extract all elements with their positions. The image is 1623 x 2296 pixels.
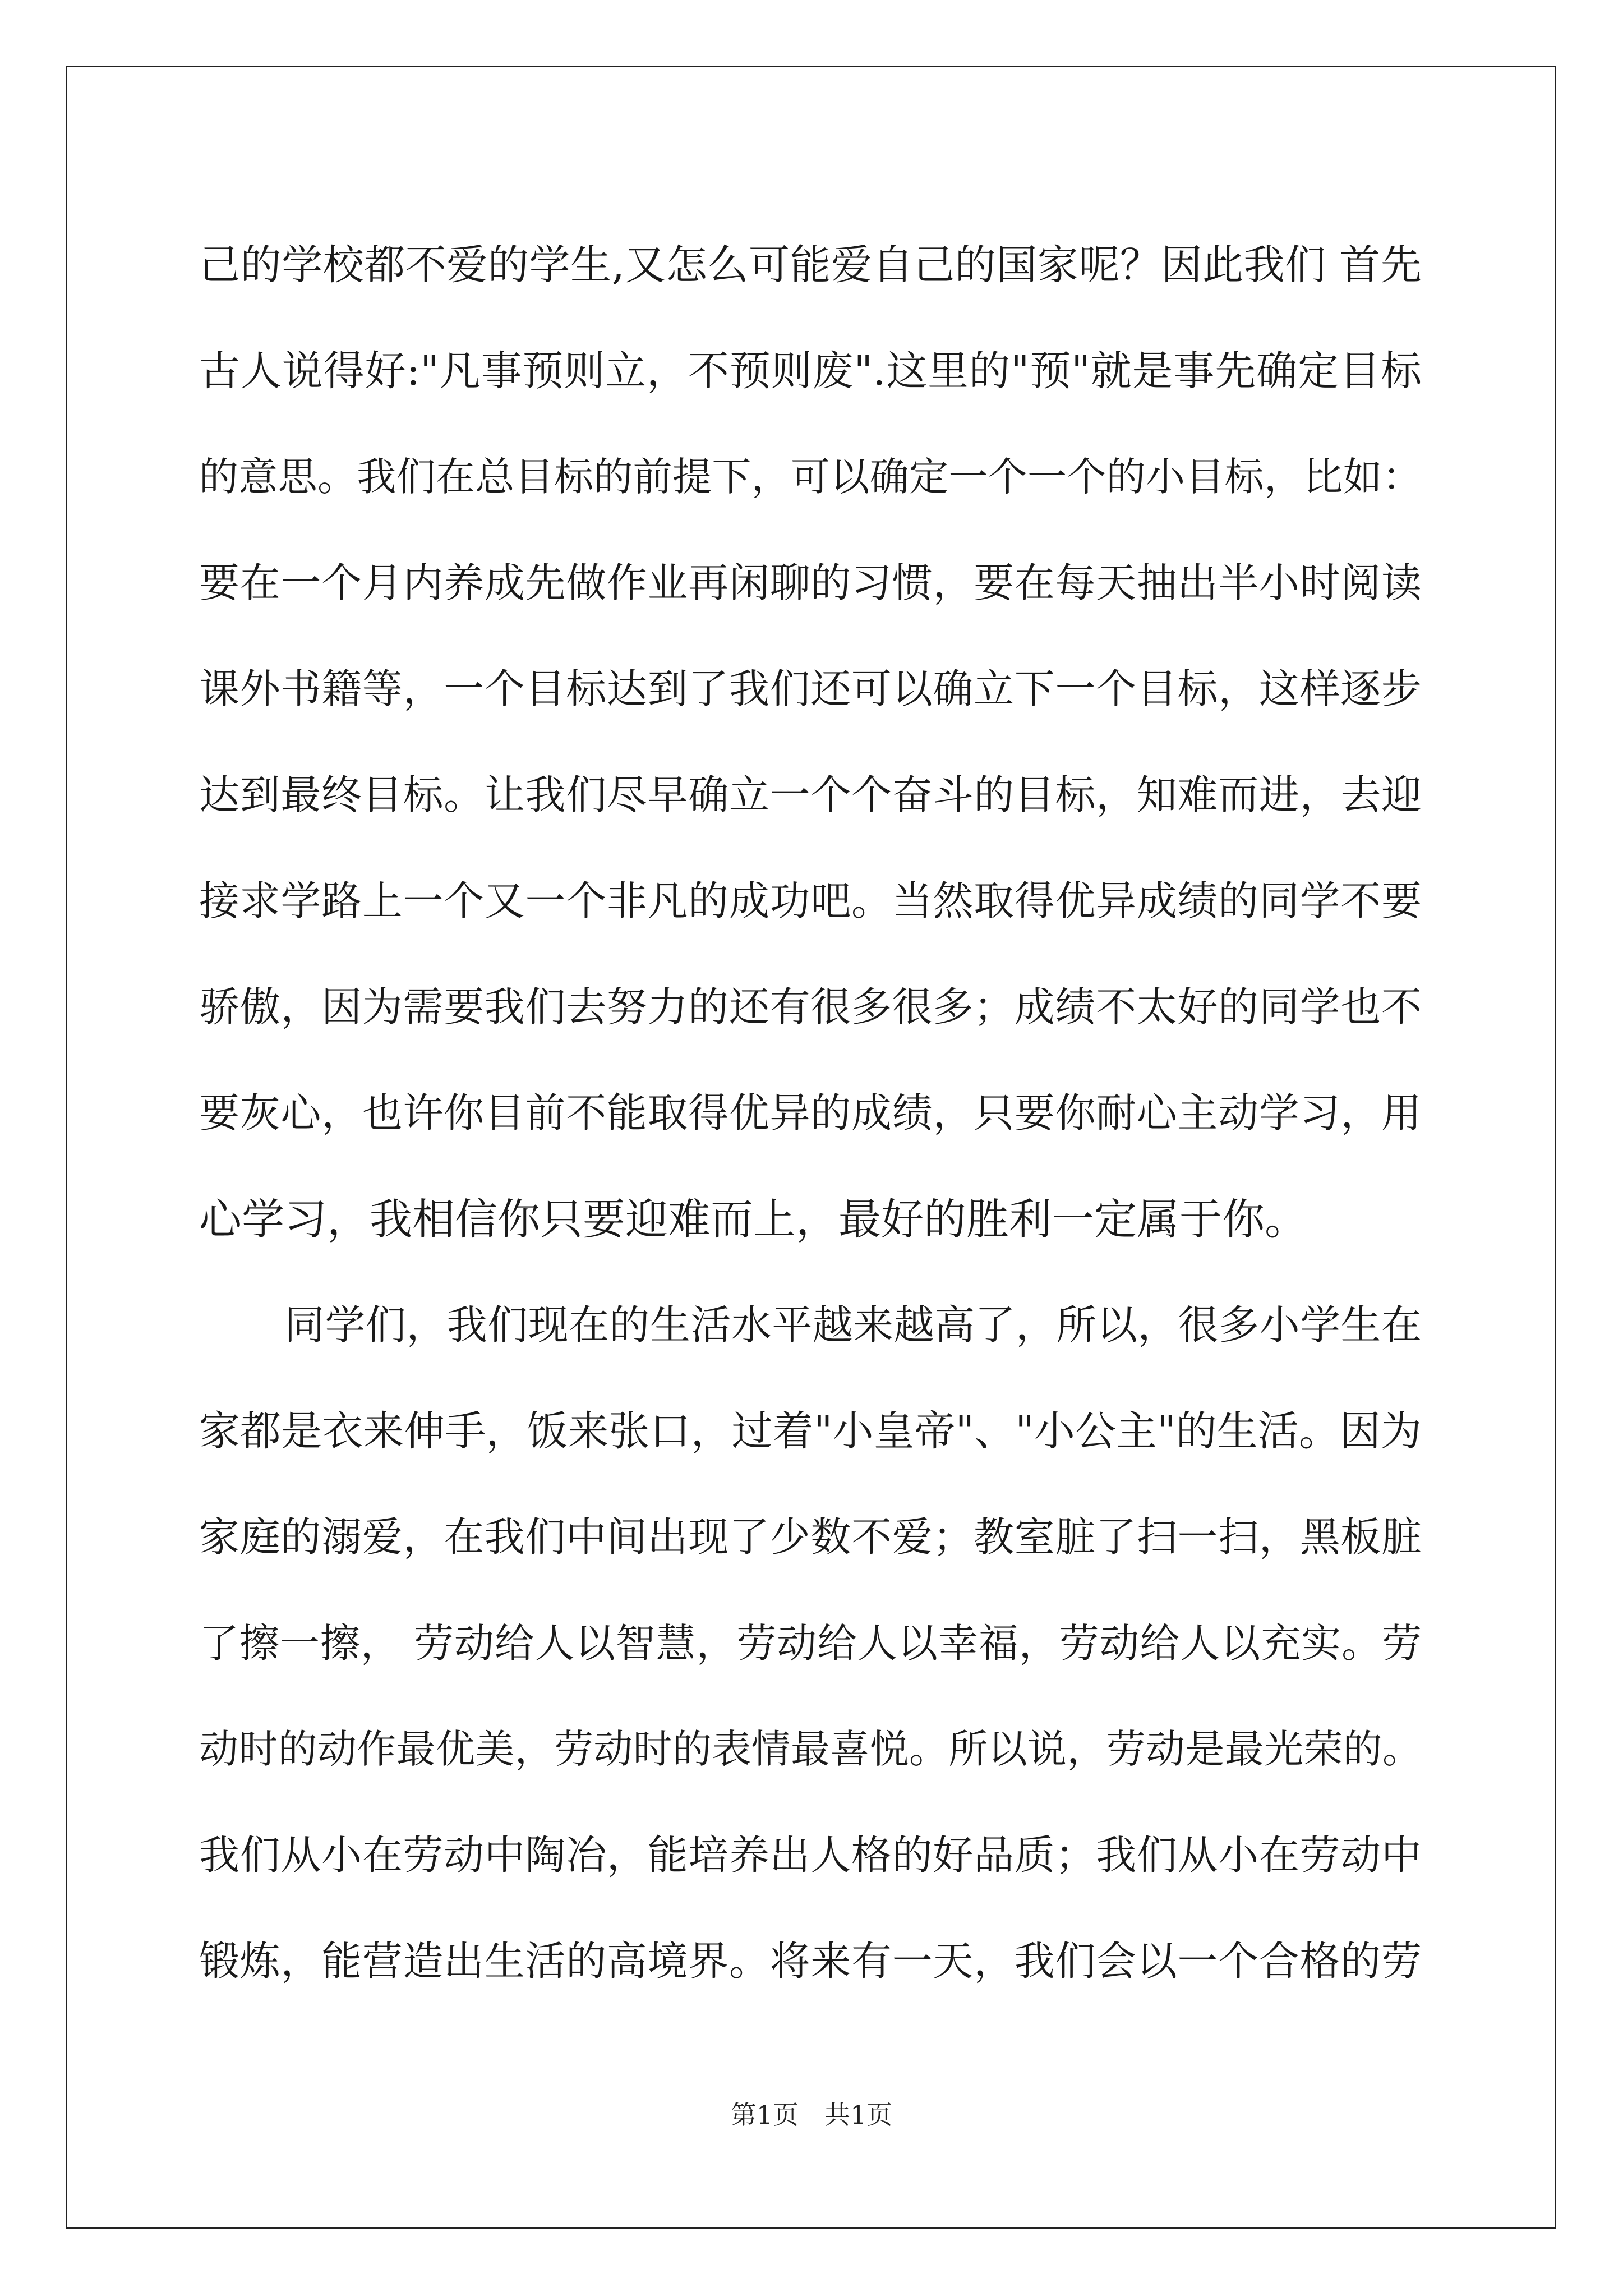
text-line: 锻炼，能营造出生活的高境界。将来有一天，我们会以一个合格的劳 bbox=[199, 1938, 1422, 1985]
text-line: 我们从小在劳动中陶冶，能培养出人格的好品质；我们从小在劳动中 bbox=[199, 1832, 1422, 1879]
text-line: 了擦一擦， 劳动给人以智慧，劳动给人以幸福，劳动给人以充实。劳 bbox=[199, 1620, 1422, 1667]
page-number: 第1页 bbox=[730, 2100, 799, 2130]
text-line: 动时的动作最优美，劳动时的表情最喜悦。所以说，劳动是最光荣的。 bbox=[199, 1726, 1422, 1772]
text-line: 家都是衣来伸手，饭来张口，过着"小皇帝"、"小公主"的生活。因为 bbox=[199, 1407, 1422, 1455]
text-line: 同学们，我们现在的生活水平越来越高了，所以，很多小学生在 bbox=[284, 1301, 1422, 1349]
text-line: 要在一个月内养成先做作业再闲聊的习惯，要在每天抽出半小时阅读 bbox=[199, 559, 1422, 606]
text-line: 古人说得好:"凡事预则立，不预则废".这里的"预"就是事先确定目标 bbox=[199, 347, 1422, 395]
text-line: 课外书籍等，一个目标达到了我们还可以确立下一个目标，这样逐步 bbox=[199, 665, 1422, 712]
text-line: 己的学校都不爱的学生,又怎么可能爱自己的国家呢？因此我们 首先 bbox=[199, 241, 1422, 289]
text-line: 家庭的溺爱，在我们中间出现了少数不爱；教室脏了扫一扫，黑板脏 bbox=[199, 1513, 1422, 1561]
text-line: 骄傲，因为需要我们去努力的还有很多很多；成绩不太好的同学也不 bbox=[199, 983, 1422, 1030]
text-line: 要灰心，也许你目前不能取得优异的成绩，只要你耐心主动学习，用 bbox=[199, 1089, 1422, 1137]
page-total: 共1页 bbox=[824, 2100, 893, 2130]
text-line: 心学习，我相信你只要迎难而上，最好的胜利一定属于你。 bbox=[199, 1194, 1307, 1244]
text-line: 接求学路上一个又一个非凡的成功吧。当然取得优异成绩的同学不要 bbox=[199, 877, 1422, 924]
text-line: 达到最终目标。让我们尽早确立一个个奋斗的目标，知难而进，去迎 bbox=[199, 771, 1422, 818]
document-body bbox=[199, 212, 1422, 2014]
page-footer bbox=[0, 2098, 1623, 2132]
text-line: 的意思。我们在总目标的前提下，可以确定一个一个的小目标，比如： bbox=[199, 454, 1422, 500]
